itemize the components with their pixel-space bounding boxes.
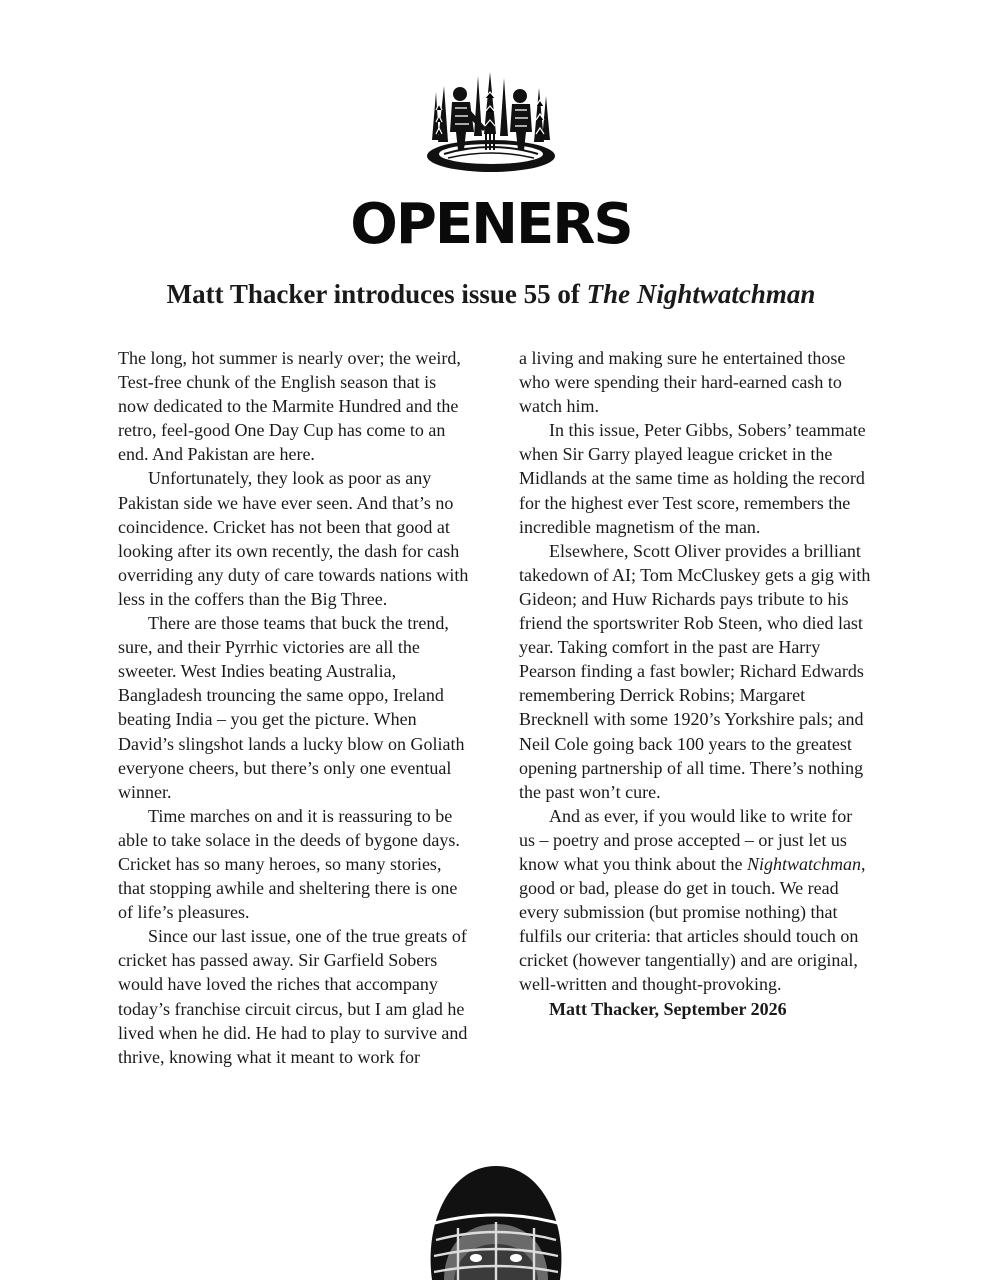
paragraph: There are those teams that buck the trend, sure, and their Pyrrhic victories are all the sweeter. West Indies beating Australia, Bangladesh trouncing the same oppo, Ireland beating India – you get the picture. When David’s slingshot lands a lucky blow on Goliath everyone cheers, but there’s only one eventual winner. [118, 613, 465, 802]
paragraph-final [519, 804, 871, 997]
paragraph-continuation: a living and making sure he entertained those who were spending their hard-earned cash to watch him. [519, 348, 846, 417]
paragraph: Time marches on and it is reassuring to be able to take solace in the deeds of bygone days. Cricket has so many heroes, so many stories, that stopping awhile and sheltering there is one of life’s pleasures. [118, 805, 460, 923]
publication-name: The Nightwatchman [586, 279, 816, 309]
paragraph: Unfortunately, they look as poor as any Pakistan side we have ever seen. And that’s no coincidence. Cricket has not been that good at looking after its own recently, the dash for cash overriding any duty of care towards nations with less in the coffers than the Big Three. [118, 468, 469, 609]
article-subtitle [0, 276, 982, 312]
publication-name-inline: Nightwatchman [746, 853, 861, 874]
paragraph: The long, hot summer is nearly over; the weird, Test-free chunk of the English season that is now dedicated to the Marmite Hundred and the retro, feel-good One Day Cup has come to an end. And Pakistan are here. [118, 348, 461, 465]
left-column [118, 346, 470, 1069]
paragraph-text: , good or bad, please do get in touch. We read every submission (but promise nothing) that fulfils our criteria: that articles should touch on cricket (however tangentially) and are original, well-written and thought-provoking. [519, 853, 866, 995]
right-column [519, 346, 871, 1021]
paragraph-text: And as ever, if you would like to write for us – poetry and prose accepted – or just let us know what you think about the [519, 805, 853, 874]
subtitle-prefix: Matt Thacker introduces issue 55 of [166, 279, 587, 309]
cricket-helmet-batsman-icon [410, 1162, 582, 1280]
page-title: OPENERS [350, 192, 632, 257]
paragraph: Elsewhere, Scott Oliver provides a brilliant takedown of AI; Tom McCluskey gets a gig with Gideon; and Huw Richards pays tribute to his friend the sportswriter Rob Steen, who died last year. Taking comfort in the past are Harry Pearson finding a fast bowler; Richard Edwards remembering Derrick Robins; Margaret Brecknell with some 1920’s Yorkshire pals; and Neil Cole going back 100 years to the greatest opening partnership of all time. There’s nothing the past won’t cure. [519, 540, 871, 802]
paragraph: Since our last issue, one of the true greats of cricket has passed away. Sir Garfield Sobers would have loved the riches that accompany today’s franchise circuit circus, but I am glad he lived when he did. He had to play to survive and thrive, knowing what it meant to work for [118, 926, 468, 1067]
author-signoff: Matt Thacker, September 2026 [549, 998, 787, 1019]
paragraph: In this issue, Peter Gibbs, Sobers’ teammate when Sir Garry played league cricket in the Midlands at the same time as holding the record for the highest ever Test score, remembers the incredible magnetism of the man. [519, 420, 866, 537]
cricket-players-woodcut-icon [424, 70, 558, 176]
